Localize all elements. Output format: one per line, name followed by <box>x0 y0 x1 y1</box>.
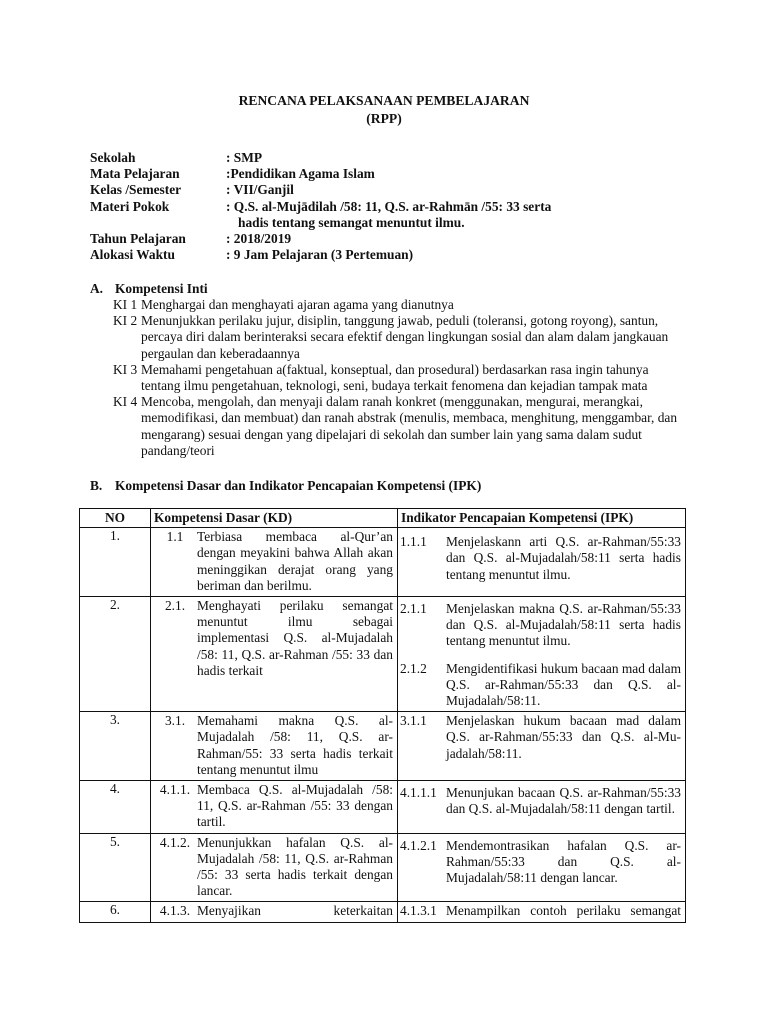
ki-item <box>113 313 678 362</box>
ki-text: Mencoba, mengolah, dan menyaji dalam ranah konkret (menggunakan, mengurai, merangkai, memodifikasi, dan membuat) dan ranah abstrak (menulis, membaca, menghitung, menggambar, dan mengarang) sesuai dengan yang dipelajari di sekolah dan sumber lain yang sama dalam sudut pandang/teori <box>141 394 678 458</box>
kd-text: Membaca Q.S. al-Mujadalah /58: 11, Q.S. ar-Rahman /55: 33 dengan tartil. <box>197 782 393 830</box>
document-title: RENCANA PELAKSANAAN PEMBELAJARAN <box>238 93 530 108</box>
table-row <box>80 712 686 781</box>
ipk-cell <box>398 712 686 781</box>
ipk-cell <box>398 833 686 902</box>
ki-item <box>113 362 678 394</box>
ipk-text: Menjelaskan hukum bacaan mad dalam Q.S. ar-Rahman/55:33 dan Q.S. al-Mu-jadalah/58:11. <box>446 713 681 761</box>
table-row <box>80 597 686 712</box>
info-value: : 9 Jam Pelajaran (3 Pertemuan) <box>226 247 414 263</box>
ipk-number: 2.1.2 <box>400 660 427 676</box>
info-row-mapel <box>90 166 690 182</box>
ki-number: KI 2 <box>113 313 138 329</box>
ipk-item <box>398 834 685 889</box>
kd-number: 4.1.1. <box>159 782 191 798</box>
ipk-cell <box>398 902 686 922</box>
ipk-item <box>398 597 685 652</box>
column-header-kd: Kompetensi Dasar (KD) <box>151 509 398 528</box>
ki-number: KI 3 <box>113 361 138 377</box>
ipk-number: 4.1.2.1 <box>400 837 437 853</box>
info-row-tahun <box>90 231 690 247</box>
kompetensi-inti-list <box>113 297 678 459</box>
section-letter: B. <box>90 478 103 493</box>
row-number: 5. <box>80 833 151 902</box>
table-row <box>80 833 686 902</box>
ipk-item <box>398 902 685 921</box>
column-header-no: NO <box>80 509 151 528</box>
identity-block <box>90 150 690 263</box>
info-value-line: hadis tentang semangat menuntut ilmu. <box>238 214 465 230</box>
kd-text: Terbiasa membaca al-Qur’an dengan meyakini bahwa Allah akan meninggikan derajat orang yang beriman dan berilmu. <box>197 529 393 593</box>
info-label: Materi Pokok <box>90 198 170 214</box>
ipk-number: 4.1.3.1 <box>400 903 437 919</box>
ipk-item <box>398 528 685 585</box>
kd-number: 3.1. <box>164 713 186 729</box>
column-header-ipk: Indikator Pencapaian Kompetensi (IPK) <box>398 509 686 528</box>
ki-text: Menghargai dan menghayati ajaran agama yang dianutnya <box>141 297 454 312</box>
info-value: :Pendidikan Agama Islam <box>226 166 375 182</box>
kd-text: Menunjukkan hafalan Q.S. al-Mujadalah /58: 11, Q.S. ar-Rahman /55: 33 serta hadis terkait dengan lancar. <box>197 834 393 899</box>
info-row-sekolah <box>90 150 690 166</box>
ipk-number: 4.1.1.1 <box>400 785 437 801</box>
table-row <box>80 528 686 597</box>
row-number: 4. <box>80 781 151 834</box>
kd-cell <box>151 902 398 922</box>
ipk-cell <box>398 528 686 597</box>
table-row <box>80 781 686 834</box>
section-a-heading <box>90 281 208 297</box>
kd-cell <box>151 833 398 902</box>
row-number: 1. <box>80 528 151 597</box>
info-value <box>226 199 690 231</box>
row-number: 6. <box>80 902 151 922</box>
section-b-heading <box>90 478 481 494</box>
ipk-number: 1.1.1 <box>400 534 427 550</box>
info-row-alokasi <box>90 247 690 263</box>
ki-item <box>113 394 678 459</box>
ipk-text: Mengidentifikasi hukum bacaan mad dalam Q.S. ar-Rahman/55:33 dan Q.S. al-Mujadalah/58:11. <box>446 660 682 709</box>
ipk-cell <box>398 597 686 712</box>
row-number: 3. <box>80 712 151 781</box>
ipk-item <box>398 781 685 819</box>
info-value: : SMP <box>226 150 263 165</box>
ipk-item <box>398 712 685 764</box>
kd-number: 1.1 <box>166 529 184 545</box>
ki-number: KI 4 <box>113 394 138 410</box>
section-title: Kompetensi Inti <box>115 281 208 296</box>
ki-text: Memahami pengetahuan a(faktual, konseptual, dan prosedural) berdasarkan rasa ingin tahunya tentang ilmu pengetahuan, teknologi, seni, budaya terkait fenomena dan kejadian tampak mata <box>141 361 649 394</box>
ipk-text: Menjelaskan makna Q.S. ar-Rahman/55:33 dan Q.S. al-Mujadalah/58:11 serta hadis tentang menuntut ilmu. <box>446 601 681 649</box>
ipk-text: Menunjukan bacaan Q.S. ar-Rahman/55:33 dan Q.S. al-Mujadalah/58:11 dengan tartil. <box>446 785 681 817</box>
ki-number: KI 1 <box>113 297 138 312</box>
kd-text: Memahami makna Q.S. al-Mujadalah /58: 11, Q.S. ar-Rahman/55: 33 serta hadis terkait tentang menuntut ilmu <box>197 713 393 777</box>
info-label: Tahun Pelajaran <box>90 231 186 247</box>
table-header-row <box>80 509 686 528</box>
ipk-text: Menampilkan contoh perilaku semangat <box>446 903 681 919</box>
info-value: : 2018/2019 <box>226 231 292 247</box>
kd-text: Menyajikan keterkaitan <box>197 903 393 919</box>
section-title: Kompetensi Dasar dan Indikator Pencapaian Kompetensi (IPK) <box>115 478 482 493</box>
kd-cell <box>151 528 398 597</box>
kd-number: 2.1. <box>164 598 186 614</box>
kd-text: Menghayati perilaku semangat menuntut ilmu sebagai implementasi Q.S. al-Mujadalah /58: 11, Q.S. ar-Rahman /55: 33 dan hadis terkait <box>197 598 393 678</box>
ipk-number: 3.1.1 <box>400 713 427 729</box>
ipk-cell <box>398 781 686 834</box>
ipk-item <box>398 660 685 712</box>
info-label: Kelas /Semester <box>90 182 182 198</box>
ipk-text: Mendemontrasikan hafalan Q.S. ar-Rahman/55:33 dan Q.S. al-Mujadalah/58:11 dengan lancar. <box>446 837 681 886</box>
section-letter: A. <box>90 281 104 296</box>
info-value-line: : Q.S. al-Mujādilah /58: 11, Q.S. ar-Rahmān /55: 33 serta <box>226 198 552 214</box>
kd-ipk-table <box>79 508 686 923</box>
document-subtitle: (RPP) <box>366 111 402 126</box>
info-value: : VII/Ganjil <box>226 182 294 198</box>
kd-cell <box>151 712 398 781</box>
info-label: Mata Pelajaran <box>90 166 180 182</box>
info-row-materi <box>90 199 690 231</box>
info-label: Alokasi Waktu <box>90 247 175 263</box>
kd-number: 4.1.3. <box>159 903 191 919</box>
kd-cell <box>151 781 398 834</box>
info-label: Sekolah <box>90 150 136 165</box>
kd-cell <box>151 597 398 712</box>
ipk-number: 2.1.1 <box>400 601 427 617</box>
ki-text: Menunjukkan perilaku jujur, disiplin, tanggung jawab, peduli (toleransi, gotong royong), santun, percaya diri dalam berinteraksi secara efektif dengan lingkungan sosial dan alam dalam jangkauan pergaulan dan keberadaannya <box>141 313 669 361</box>
ki-item <box>113 297 678 313</box>
ipk-text: Menjelaskann arti Q.S. ar-Rahman/55:33 dan Q.S. al-Mujadalah/58:11 serta hadis tentang menuntut ilmu. <box>446 534 681 582</box>
info-row-kelas <box>90 182 690 198</box>
kd-number: 4.1.2. <box>159 834 191 850</box>
row-number: 2. <box>80 597 151 712</box>
table-row <box>80 902 686 922</box>
